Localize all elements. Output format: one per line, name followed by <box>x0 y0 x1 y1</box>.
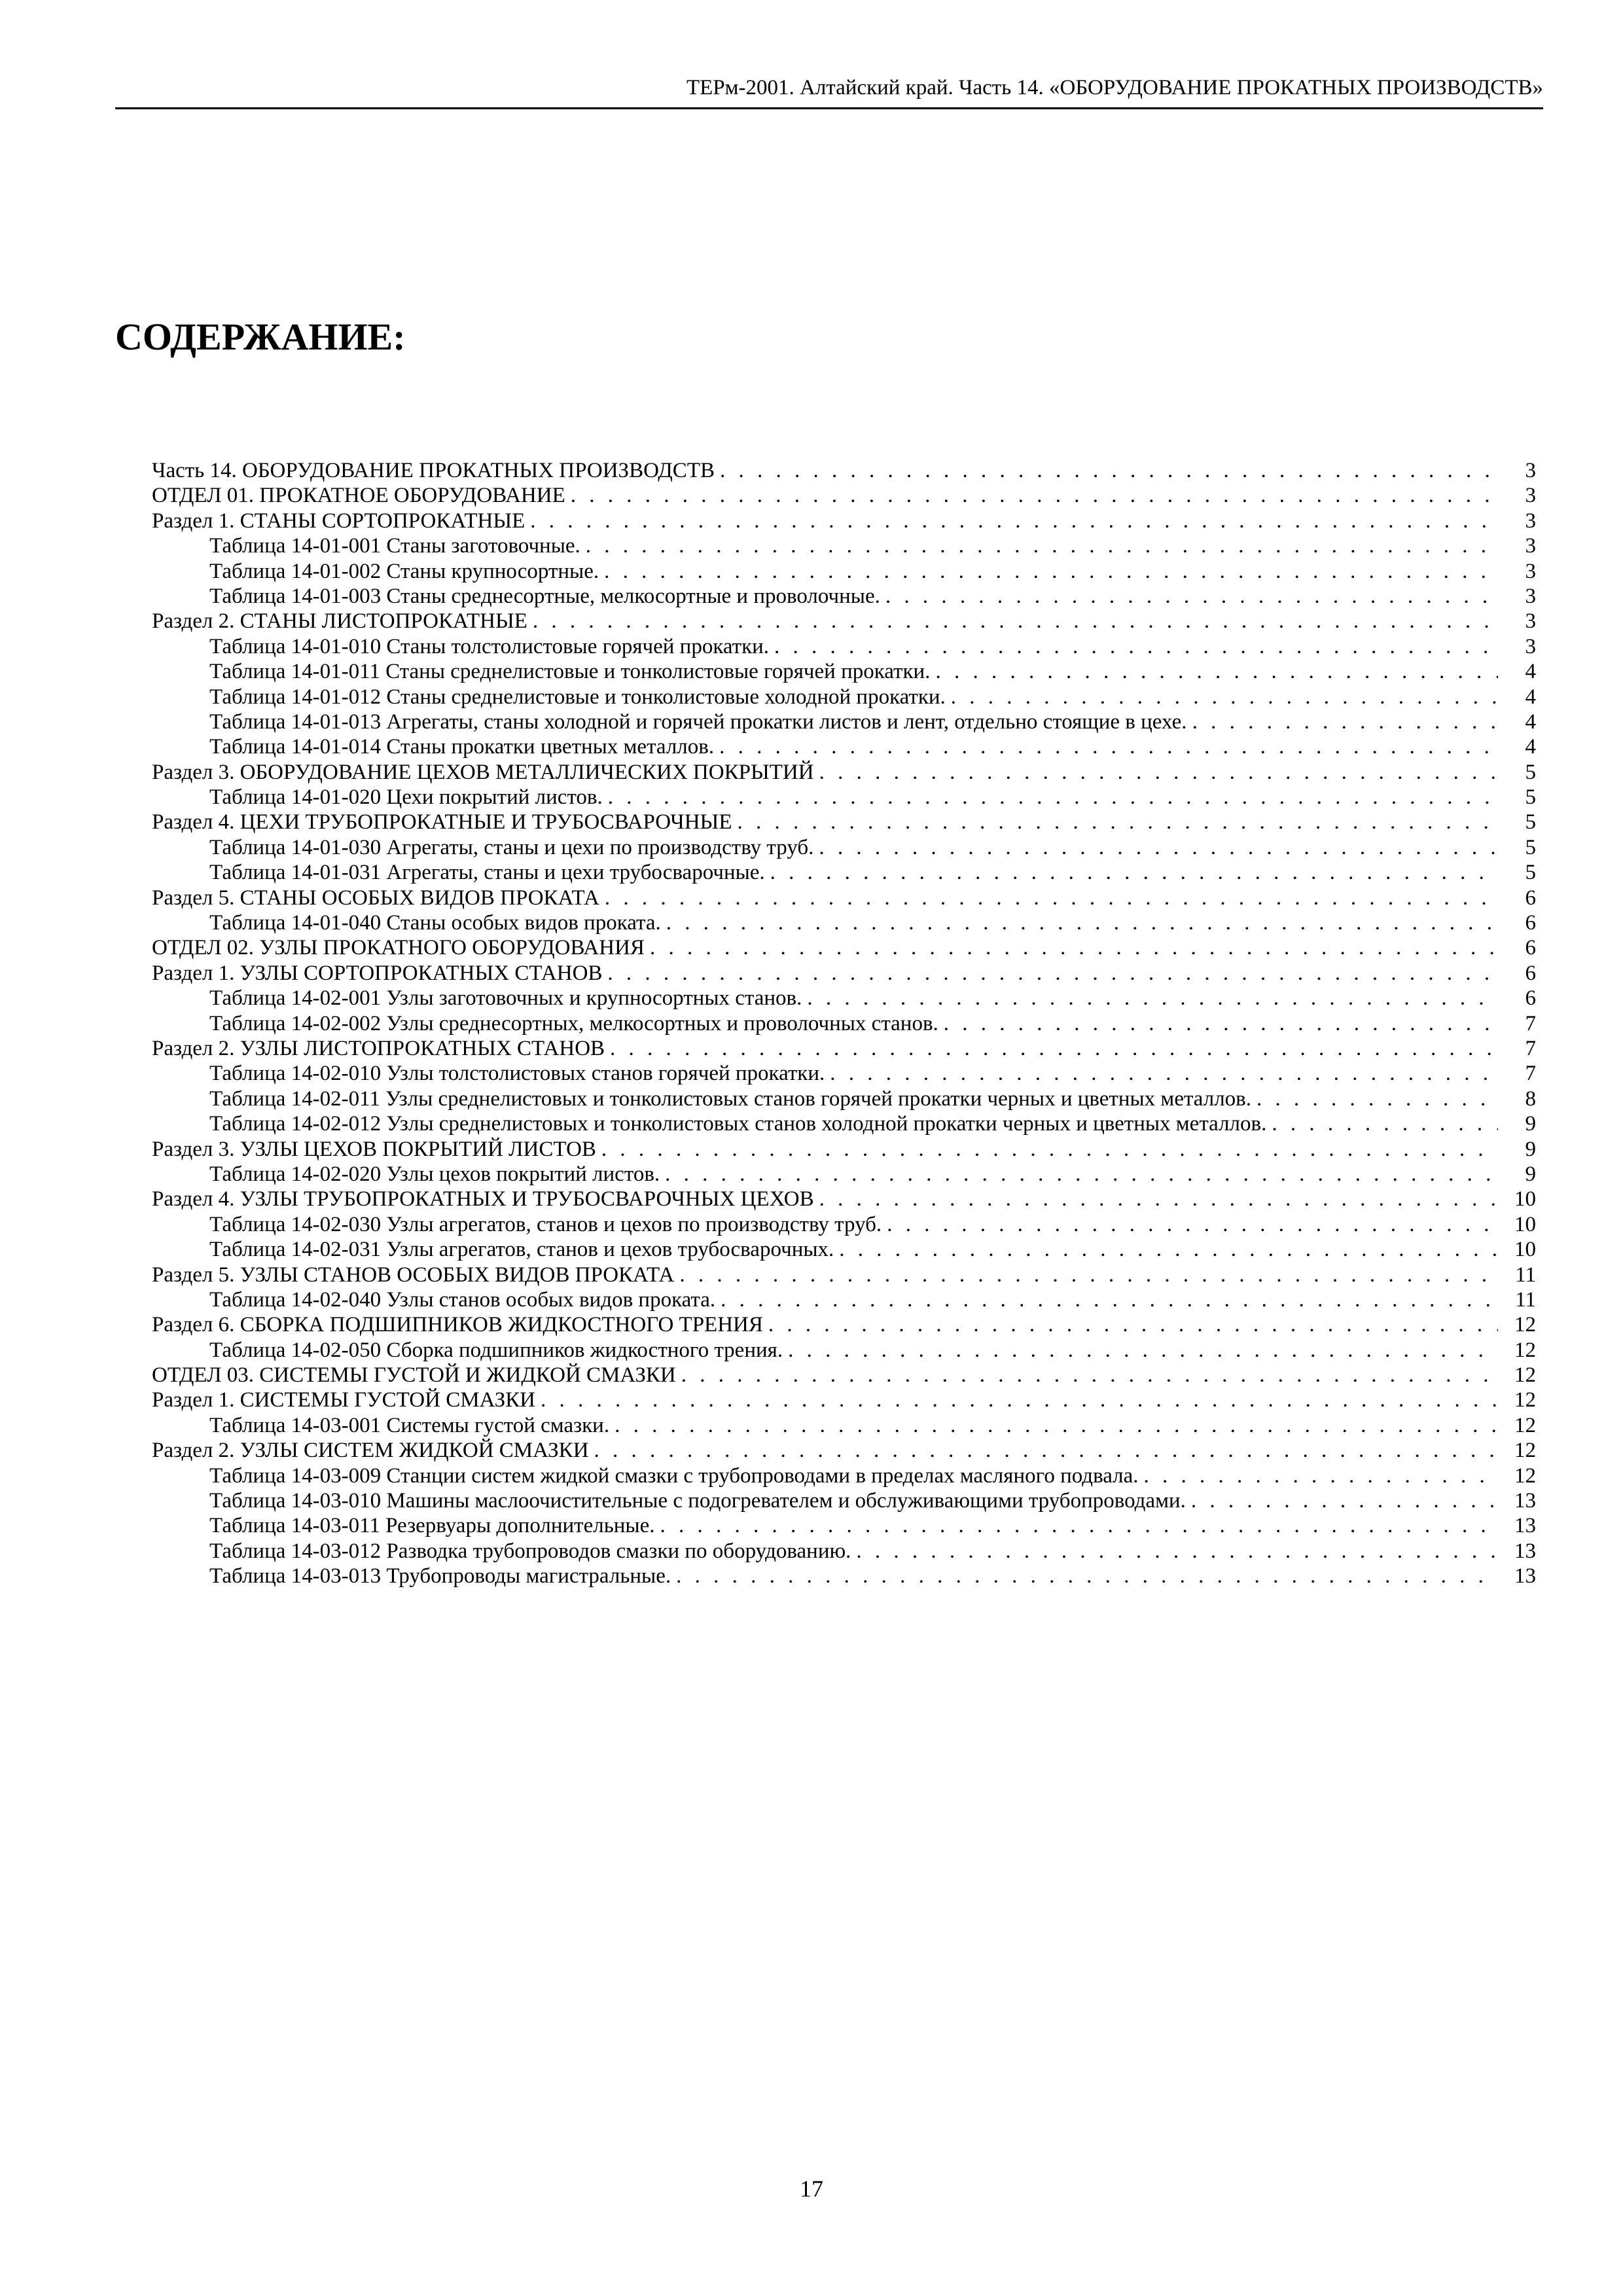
toc-dot-leader <box>650 935 1498 960</box>
toc-entry-table[interactable] <box>152 685 1536 709</box>
toc-entry-table[interactable] <box>152 1212 1536 1237</box>
running-header <box>115 73 1543 109</box>
toc-entry-label: Таблица 14-02-002 Узлы среднесортных, мелкосортных и проволочных станов. <box>209 1011 938 1035</box>
toc-entry-label: Таблица 14-02-020 Узлы цехов покрытий листов. <box>209 1162 660 1186</box>
toc-dot-leader <box>610 1036 1498 1061</box>
toc-entry-label: Таблица 14-01-013 Агрегаты, станы холодной и горячей прокатки листов и лент, отдельно стоящие в цехе. <box>209 709 1187 734</box>
toc-entry-table[interactable] <box>152 910 1536 935</box>
toc-entry-table[interactable] <box>152 1061 1536 1086</box>
toc-dot-leader <box>607 961 1498 986</box>
toc-entry-label: Таблица 14-01-030 Агрегаты, станы и цехи по производству труб. <box>209 835 814 859</box>
toc-dot-leader <box>768 1312 1498 1337</box>
toc-dot-leader <box>935 659 1498 684</box>
toc-entry-page: 13 <box>1514 1539 1536 1563</box>
toc-entry-section[interactable] <box>152 1438 1536 1463</box>
toc-entry-label: Раздел 1. УЗЛЫ СОРТОПРОКАТНЫХ СТАНОВ <box>152 961 603 985</box>
toc-entry-section[interactable] <box>152 1263 1536 1287</box>
toc-entry-page: 10 <box>1514 1238 1536 1262</box>
toc-dot-leader <box>807 986 1498 1011</box>
toc-entry-section[interactable] <box>152 509 1536 533</box>
toc-dot-leader <box>605 886 1498 910</box>
toc-entry-label: Раздел 2. СТАНЫ ЛИСТОПРОКАТНЫЕ <box>152 609 527 634</box>
toc-entry-table[interactable] <box>152 1413 1536 1438</box>
toc-entry-label: Раздел 2. УЗЛЫ СИСТЕМ ЖИДКОЙ СМАЗКИ <box>152 1439 589 1463</box>
toc-entry-label: Таблица 14-01-020 Цехи покрытий листов. <box>209 785 603 810</box>
toc-entry-table[interactable] <box>152 785 1536 810</box>
toc-entry-page: 4 <box>1525 685 1536 709</box>
toc-entry-page: 6 <box>1525 936 1536 960</box>
toc-entry-page: 4 <box>1525 709 1536 734</box>
toc-entry-label: Таблица 14-02-001 Узлы заготовочных и крупносортных станов. <box>209 986 802 1011</box>
toc-entry-section[interactable] <box>152 961 1536 986</box>
toc-entry-table[interactable] <box>152 1463 1536 1488</box>
toc-entry-page: 3 <box>1525 534 1536 558</box>
toc-entry-table[interactable] <box>152 533 1536 558</box>
toc-entry-page: 5 <box>1525 760 1536 784</box>
toc-entry-page: 9 <box>1525 1112 1536 1136</box>
toc-entry-table[interactable] <box>152 860 1536 885</box>
toc-entry-section[interactable] <box>152 810 1536 834</box>
toc-entry-label: Таблица 14-01-014 Станы прокатки цветных металлов. <box>209 735 715 759</box>
toc-entry-label: Таблица 14-03-013 Трубопроводы магистральные. <box>209 1564 671 1588</box>
toc-entry-section[interactable] <box>152 935 1536 960</box>
toc-entry-page: 10 <box>1514 1212 1536 1236</box>
table-of-contents <box>152 458 1536 1589</box>
toc-dot-leader <box>541 1388 1498 1412</box>
toc-entry-label: Таблица 14-02-011 Узлы среднелистовых и тонколистовых станов горячей прокатки черных и цветных металлов. <box>209 1086 1251 1111</box>
toc-dot-leader <box>719 734 1498 759</box>
toc-entry-label: Таблица 14-01-001 Станы заготовочные. <box>209 534 580 558</box>
toc-entry-table[interactable] <box>152 1287 1536 1312</box>
toc-entry-table[interactable] <box>152 634 1536 659</box>
toc-dot-leader <box>594 1438 1498 1463</box>
toc-entry-page: 10 <box>1514 1187 1536 1211</box>
toc-entry-table[interactable] <box>152 1162 1536 1187</box>
toc-entry-page: 7 <box>1525 1036 1536 1060</box>
toc-entry-label: Таблица 14-01-003 Станы среднесортные, мелкосортные и проволочные. <box>209 584 880 608</box>
toc-entry-page: 7 <box>1525 1011 1536 1035</box>
toc-entry-table[interactable] <box>152 1338 1536 1363</box>
toc-entry-label: Раздел 5. СТАНЫ ОСОБЫХ ВИДОВ ПРОКАТА <box>152 886 599 910</box>
toc-entry-label: Таблица 14-01-031 Агрегаты, станы и цехи трубосварочные. <box>209 861 765 885</box>
toc-entry-label: Таблица 14-02-031 Узлы агрегатов, станов и цехов трубосварочных. <box>209 1238 834 1262</box>
running-header-text: ТЕРм-2001. Алтайский край. Часть 14. «ОБОРУДОВАНИЕ ПРОКАТНЫХ ПРОИЗВОДСТВ» <box>686 76 1543 99</box>
toc-entry-table[interactable] <box>152 1488 1536 1513</box>
toc-entry-page: 6 <box>1525 886 1536 910</box>
toc-entry-label: Таблица 14-02-030 Узлы агрегатов, станов и цехов по производству труб. <box>209 1212 882 1236</box>
toc-entry-table[interactable] <box>152 986 1536 1011</box>
toc-entry-page: 9 <box>1525 1162 1536 1186</box>
toc-dot-leader <box>1272 1111 1498 1136</box>
toc-entry-page: 12 <box>1514 1388 1536 1412</box>
toc-entry-label: Таблица 14-01-040 Станы особых видов проката. <box>209 911 661 935</box>
toc-entry-page: 12 <box>1514 1413 1536 1437</box>
toc-entry-page: 3 <box>1525 634 1536 658</box>
toc-entry-table[interactable] <box>152 1539 1536 1564</box>
toc-dot-leader <box>1257 1086 1498 1111</box>
toc-entry-page: 13 <box>1514 1514 1536 1538</box>
toc-entry-label: Таблица 14-03-010 Машины маслоочистительные с подогревателем и обслуживающими трубопроводами. <box>209 1489 1186 1513</box>
toc-entry-page: 4 <box>1525 735 1536 759</box>
toc-entry-page: 12 <box>1514 1338 1536 1362</box>
toc-entry-label: Таблица 14-02-040 Узлы станов особых видов проката. <box>209 1287 716 1312</box>
toc-dot-leader <box>681 1363 1498 1388</box>
toc-entry-label: ОТДЕЛ 02. УЗЛЫ ПРОКАТНОГО ОБОРУДОВАНИЯ <box>152 936 645 960</box>
toc-entry-label: Раздел 3. ОБОРУДОВАНИЕ ЦЕХОВ МЕТАЛЛИЧЕСКИХ ПОКРЫТИЙ <box>152 760 814 784</box>
toc-entry-label: Таблица 14-01-010 Станы толстолистовые горячей прокатки. <box>209 634 770 658</box>
toc-entry-label: Таблица 14-03-009 Станции систем жидкой смазки с трубопроводами в пределах масляного подвала. <box>209 1463 1139 1488</box>
toc-dot-leader <box>856 1539 1498 1564</box>
toc-dot-leader <box>887 1212 1498 1237</box>
toc-entry-label: Таблица 14-01-011 Станы среднелистовые и тонколистовые горячей прокатки. <box>209 660 931 684</box>
page-number: 17 <box>800 2176 823 2202</box>
toc-dot-leader <box>679 1263 1498 1287</box>
toc-dot-leader <box>819 1187 1498 1211</box>
toc-entry-label: Раздел 4. УЗЛЫ ТРУБОПРОКАТНЫХ И ТРУБОСВАРОЧНЫХ ЦЕХОВ <box>152 1187 814 1211</box>
toc-entry-section[interactable] <box>152 760 1536 785</box>
toc-entry-page: 12 <box>1514 1363 1536 1388</box>
toc-entry-label: Таблица 14-03-011 Резервуары дополнительные. <box>209 1514 655 1538</box>
toc-entry-page: 3 <box>1525 484 1536 508</box>
toc-entry-page: 3 <box>1525 459 1536 482</box>
toc-entry-page: 5 <box>1525 810 1536 834</box>
toc-entry-page: 3 <box>1525 609 1536 634</box>
toc-entry-page: 5 <box>1525 861 1536 885</box>
toc-entry-section[interactable] <box>152 1312 1536 1337</box>
toc-dot-leader <box>770 860 1498 885</box>
toc-entry-page: 12 <box>1514 1439 1536 1463</box>
toc-entry-label: Таблица 14-03-012 Разводка трубопроводов смазки по оборудованию. <box>209 1539 851 1563</box>
toc-dot-leader <box>571 483 1498 508</box>
toc-entry-label: Таблица 14-02-010 Узлы толстолистовых станов горячей прокатки. <box>209 1062 825 1086</box>
toc-dot-leader <box>944 1011 1498 1036</box>
toc-dot-leader <box>1144 1463 1498 1488</box>
toc-entry-label: Таблица 14-02-012 Узлы среднелистовых и тонколистовых станов холодной прокатки черных и цветных металлов. <box>209 1112 1267 1136</box>
toc-entry-page: 6 <box>1525 911 1536 935</box>
toc-entry-section[interactable] <box>152 1036 1536 1061</box>
toc-dot-leader <box>615 1413 1498 1438</box>
toc-dot-leader <box>788 1338 1498 1363</box>
toc-entry-label: Раздел 4. ЦЕХИ ТРУБОПРОКАТНЫЕ И ТРУБОСВАРОЧНЫЕ <box>152 810 732 834</box>
toc-entry-label: ОТДЕЛ 03. СИСТЕМЫ ГУСТОЙ И ЖИДКОЙ СМАЗКИ <box>152 1363 676 1388</box>
toc-entry-section[interactable] <box>152 1388 1536 1412</box>
toc-entry-page: 12 <box>1514 1313 1536 1337</box>
toc-entry-section[interactable] <box>152 458 1536 483</box>
toc-dot-leader <box>533 609 1498 634</box>
toc-dot-leader <box>665 1162 1498 1187</box>
toc-entry-page: 3 <box>1525 559 1536 583</box>
toc-dot-leader <box>666 910 1498 935</box>
toc-entry-table[interactable] <box>152 1513 1536 1538</box>
toc-entry-section[interactable] <box>152 1363 1536 1388</box>
toc-entry-section[interactable] <box>152 609 1536 634</box>
toc-entry-page: 6 <box>1525 961 1536 985</box>
toc-entry-table[interactable] <box>152 559 1536 584</box>
toc-entry-section[interactable] <box>152 1137 1536 1162</box>
toc-entry-label: Раздел 3. УЗЛЫ ЦЕХОВ ПОКРЫТИЙ ЛИСТОВ <box>152 1137 596 1161</box>
toc-entry-label: Раздел 2. УЗЛЫ ЛИСТОПРОКАТНЫХ СТАНОВ <box>152 1036 605 1060</box>
toc-entry-table[interactable] <box>152 709 1536 734</box>
toc-entry-page: 9 <box>1525 1137 1536 1161</box>
toc-dot-leader <box>951 685 1498 709</box>
toc-entry-label: ОТДЕЛ 01. ПРОКАТНОЕ ОБОРУДОВАНИЕ <box>152 484 565 508</box>
toc-entry-label: Часть 14. ОБОРУДОВАНИЕ ПРОКАТНЫХ ПРОИЗВОДСТВ <box>152 459 715 482</box>
toc-entry-page: 4 <box>1525 660 1536 684</box>
toc-entry-page: 13 <box>1514 1489 1536 1513</box>
toc-dot-leader <box>660 1513 1499 1538</box>
toc-title: СОДЕРЖАНИЕ: <box>115 315 406 358</box>
toc-entry-label: Раздел 1. СТАНЫ СОРТОПРОКАТНЫЕ <box>152 509 526 533</box>
toc-dot-leader <box>586 533 1498 558</box>
toc-entry-page: 8 <box>1525 1086 1536 1111</box>
toc-dot-leader <box>604 559 1498 584</box>
toc-entry-label: Таблица 14-03-001 Системы густой смазки. <box>209 1413 610 1437</box>
toc-entry-page: 5 <box>1525 785 1536 810</box>
toc-entry-page: 3 <box>1525 584 1536 608</box>
toc-entry-page: 12 <box>1514 1463 1536 1488</box>
toc-dot-leader <box>1191 1488 1498 1513</box>
toc-entry-table[interactable] <box>152 1086 1536 1111</box>
toc-entry-label: Раздел 5. УЗЛЫ СТАНОВ ОСОБЫХ ВИДОВ ПРОКАТА <box>152 1263 675 1287</box>
toc-dot-leader <box>1192 709 1498 734</box>
toc-dot-leader <box>774 634 1498 659</box>
toc-entry-page: 6 <box>1525 986 1536 1011</box>
toc-dot-leader <box>830 1061 1498 1086</box>
toc-entry-page: 3 <box>1525 509 1536 533</box>
toc-dot-leader <box>885 584 1498 609</box>
toc-entry-section[interactable] <box>152 1187 1536 1211</box>
toc-entry-page: 7 <box>1525 1062 1536 1086</box>
toc-dot-leader <box>819 835 1498 860</box>
toc-entry-table[interactable] <box>152 835 1536 860</box>
toc-entry-table[interactable] <box>152 1237 1536 1262</box>
toc-dot-leader <box>721 1287 1498 1312</box>
toc-entry-page: 11 <box>1515 1263 1536 1287</box>
toc-entry-table[interactable] <box>152 1011 1536 1036</box>
toc-entry-table[interactable] <box>152 1111 1536 1136</box>
toc-dot-leader <box>819 760 1498 785</box>
toc-entry-table[interactable] <box>152 734 1536 759</box>
toc-dot-leader <box>720 458 1498 483</box>
toc-dot-leader <box>839 1237 1498 1262</box>
toc-dot-leader <box>676 1564 1498 1588</box>
toc-entry-table[interactable] <box>152 1564 1536 1588</box>
toc-entry-label: Таблица 14-02-050 Сборка подшипников жидкостного трения. <box>209 1338 783 1362</box>
toc-dot-leader <box>601 1137 1498 1162</box>
toc-entry-section[interactable] <box>152 886 1536 910</box>
toc-entry-label: Раздел 6. СБОРКА ПОДШИПНИКОВ ЖИДКОСТНОГО ТРЕНИЯ <box>152 1313 763 1337</box>
toc-dot-leader <box>738 810 1499 834</box>
toc-dot-leader <box>530 509 1498 533</box>
toc-entry-table[interactable] <box>152 659 1536 684</box>
toc-dot-leader <box>608 785 1498 810</box>
toc-entry-table[interactable] <box>152 584 1536 609</box>
toc-entry-label: Раздел 1. СИСТЕМЫ ГУСТОЙ СМАЗКИ <box>152 1388 535 1412</box>
toc-entry-page: 5 <box>1525 835 1536 859</box>
toc-entry-section[interactable] <box>152 483 1536 508</box>
toc-entry-label: Таблица 14-01-012 Станы среднелистовые и тонколистовые холодной прокатки. <box>209 685 946 709</box>
toc-entry-page: 11 <box>1515 1287 1536 1312</box>
toc-entry-label: Таблица 14-01-002 Станы крупносортные. <box>209 559 599 583</box>
toc-entry-page: 13 <box>1514 1564 1536 1588</box>
